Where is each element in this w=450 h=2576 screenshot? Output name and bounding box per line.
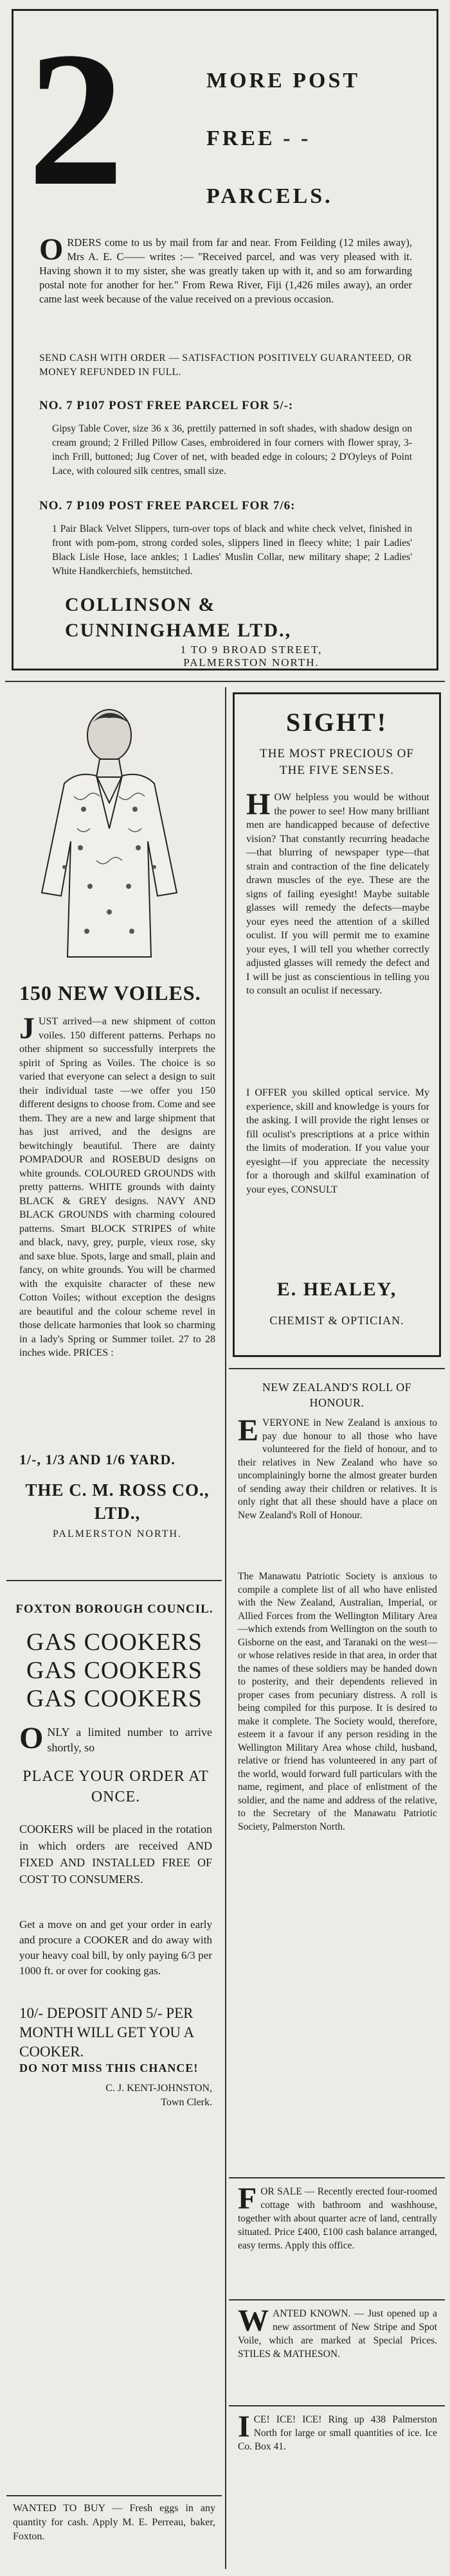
optician-trade: CHEMIST & OPTICIAN. [269, 1314, 404, 1327]
council-title: FOXTON BOROUGH COUNCIL. [15, 1602, 213, 1616]
gas-cookers-2: GAS COOKERS [26, 1657, 203, 1684]
offer-1-body: Gipsy Table Cover, size 36 x 36, prettily patterned in soft shades, with shadow design on cream ground; 2 Frilled Pillow Cases, embroidered in four corners with flower spray, 3-inch Frill, buttoned; Jug Cover of net, with beaded edge in colours; 2 D'Oyleys of Point Lace, with coloured silk centres, small size. [52, 423, 412, 477]
optician-name: E. HEALEY, [276, 1279, 397, 1300]
ad-ice: ICE! ICE! ICE! Ring up 438 Palmerston North for large or small quantities of ice. Ice Co. Box 41. [238, 2410, 437, 2452]
ad-wanted-known: WANTED KNOWN. — Just opened up a new assortment of New Stripe and Spot Voile, which are marked at Special Prices. STILES & MATHESON. [238, 2304, 437, 2360]
voiles-firm: THE C. M. ROSS CO., LTD., [25, 1480, 210, 1523]
firm-address-2: PALMERSTON NORTH. [183, 656, 320, 669]
left-divider-2 [6, 2495, 222, 2496]
voiles-prices: 1/-, 1/3 AND 1/6 YARD. [19, 1451, 176, 1468]
ad-new-voiles [6, 694, 222, 1583]
headline-line-2: FREE - - [206, 127, 311, 150]
sight-paragraph-2: I OFFER you skilled optical service. My experience, skill and knowledge is yours for the asking. I will provide the right lenses or fill oculist's prescriptions at a price within the limits of moderation. If you value your eyesight—if you appreciate the necessity for a thorough and skilful examination of your eyes, CONSULT [246, 1087, 429, 1195]
voiles-address: PALMERSTON NORTH. [52, 1529, 183, 1539]
sight-subheading: THE MOST PRECIOUS OF THE FIVE SENSES. [260, 747, 414, 777]
offer-2-title: NO. 7 P109 POST FREE PARCEL FOR 7/6: [39, 499, 296, 513]
honour-title: NEW ZEALAND'S ROLL OF HONOUR. [262, 1381, 412, 1409]
voiles-body: JUST arrived—a new shipment of cotton voiles. 150 different patterns. Perhaps no other shipment so successfully interprets the spirit of Spring as Voiles. The choice is so varied that everyone can select a design to suit their individual taste —we offer you 150 different designs to choose from. Come and see them. They are a new and large shipment that has just arrived, and the designs are bewitchingly beautiful. There are dainty POMPADOUR and ROSEBUD designs on white grounds. COLOURED GROUNDS with pretty patterns. WHITE grounds with dainty BLACK & GREY designs. NAVY AND BLACK GROUNDS with charming coloured patterns. Smart BLOCK STRIPES of white and black, navy, grey, purple, vieux rose, sky and saxe blue. Spots, large and small, plain and fancy, on white grounds. You will be charmed with the exquisite character of these new Cotton Voiles; without exception the designs are beautiful and the colour scheme revel in those delicate harmonies that look so charming in a lady's Spring or Summer toilet. 27 to 28 inches wide. PRICES : [19, 1012, 215, 1358]
sight-paragraph-1: HOW helpless you would be without the power to see! How many brilliant men are handicapped because of defective vision? That constantly recurring headache—that blurring of newspaper type—that strain and contraction of the fine delicately drawn muscles of the eye. These are the signs of failing eyesight! Maybe suitable glasses will remedy the defects—maybe your eyes need the attention of a skilled oculist. If you will permit me to examine your eyes, I will tell you whether correctly adjusted glasses will remedy the defect and I will be just as conscientious in telling you to consult an oculist if necessary. [246, 787, 429, 996]
deposit-text: 10/- DEPOSIT AND 5/- PER MONTH WILL GET YOU A COOKER. [19, 2005, 194, 2060]
blouse-illustration [26, 700, 193, 970]
right-divider-1 [229, 1368, 445, 1369]
blouse-icon [26, 700, 193, 970]
do-not-miss: DO NOT MISS THIS CHANCE! [19, 2062, 199, 2074]
gas-paragraph-2: COOKERS will be placed in the rotation in which orders are received AND FIXED AND INSTALLED FREE OF COST TO CONSUMERS. [19, 1823, 212, 1886]
big-number-2: 2 [28, 12, 124, 225]
firm-name: COLLINSON & CUNNINGHAME LTD., [65, 594, 292, 641]
headline-line-3: PARCELS. [206, 184, 333, 208]
offer-1-title: NO. 7 P107 POST FREE PARCEL FOR 5/-: [39, 399, 294, 412]
ad-sight [233, 692, 441, 1357]
sight-headline: SIGHT! [285, 708, 388, 737]
offer-2-body: 1 Pair Black Velvet Slippers, turn-over tops of black and white check velvet, finished in front with pom-pom, strong corded soles, slippers lined in fleecy white; 1 pair Ladies' Black Lisle Hose, lace ankles; 1 Ladies' Muslin Collar, new military shape; 2 Ladies' White Handkerchiefs, hemstitched. [52, 523, 412, 577]
ad-for-sale: FOR SALE — Recently erected four-roomed cottage with bathroom and washhouse, together with about quarter acre of land, centrally situated. Price £400, £100 cash balance arranged, easy terms. Apply this office. [238, 2182, 437, 2251]
gas-paragraph-3: Get a move on and get your order in early and procure a COOKER and do away with your heavy coal bill, by only paying 6/3 per 1000 ft. or over for cooking gas. [19, 1918, 212, 1977]
place-order: PLACE YOUR ORDER AT ONCE. [22, 1768, 209, 1805]
left-divider-1 [6, 1580, 222, 1581]
gas-cookers-3: GAS COOKERS [26, 1685, 203, 1712]
ad-roll-of-honour [229, 1374, 445, 2029]
right-divider-4 [229, 2405, 445, 2406]
gas-paragraph-1: ONLY a limited number to arrive shortly, so [19, 1721, 212, 1755]
ad-wanted-to-buy: WANTED TO BUY — Fresh eggs in any quantity for cash. Apply M. E. Perreau, baker, Foxton. [13, 2503, 215, 2542]
ad-gas-cookers [6, 1590, 222, 2482]
voiles-headline: 150 NEW VOILES. [19, 981, 201, 1004]
column-divider [225, 687, 226, 2569]
headline-line-1: MORE POST [206, 69, 361, 92]
intro-paragraph: ORDERS come to us by mail from far and near. From Feilding (12 miles away), Mrs A. E. C—— writes :— "Received parcel, and was very pleased with it. Having shown it to my sister, she was greatly taken up with it, and so am forwarding postal note for another for her." From Rewa River, Fiji (1,426 miles away), an order came last week because of the value received on a previous occasion. [39, 232, 412, 305]
ad-post-free-parcels [12, 9, 438, 670]
guarantee-text: SEND CASH WITH ORDER — SATISFACTION POSITIVELY GUARANTEED, OR MONEY REFUNDED IN FULL. [39, 353, 412, 378]
firm-address-1: 1 TO 9 BROAD STREET, [180, 644, 323, 656]
right-divider-3 [229, 2299, 445, 2300]
town-clerk-title: Town Clerk. [161, 2097, 212, 2108]
section-divider [5, 681, 445, 682]
right-divider-2 [229, 2177, 445, 2178]
gas-cookers-1: GAS COOKERS [26, 1629, 203, 1656]
honour-paragraph-1: EVERYONE in New Zealand is anxious to pay due honour to all those who have volunteered for the field of honour, and to their relatives in New Zealand who have so uncomplainingly borne the almost greater burden of sending away their children or relatives. It is only right that all these should have a place on New Zealand's Roll of Honour. [238, 1414, 437, 1521]
honour-paragraph-2: The Manawatu Patriotic Society is anxious to compile a complete list of all who have enlisted with the New Zealand, Australian, Imperial, or Allied Forces from the Wellington Military Area—which extends from Wellington on the south to Gisborne on the east, and Taranaki on the west—or whose relatives reside in that area, in order that the names of these soldiers may be handed down to posterity, and their dependents relieved in proper cases from pecuniary distress. A roll is being compiled for this purpose. It is desired to make it complete. The Society would, therefore, esteem it a favour if any person residing in the Wellington Military Area whose child, husband, relative or friend has volunteered in any part of the world, would forward full particulars with the name, regiment, and place of enlistment of the soldier, and the name and address of the relative, to the Secretary of the Manawatu Patriotic Society, Palmerston North. [238, 1571, 437, 1832]
town-clerk-name: C. J. KENT-JOHNSTON, [105, 2083, 212, 2094]
